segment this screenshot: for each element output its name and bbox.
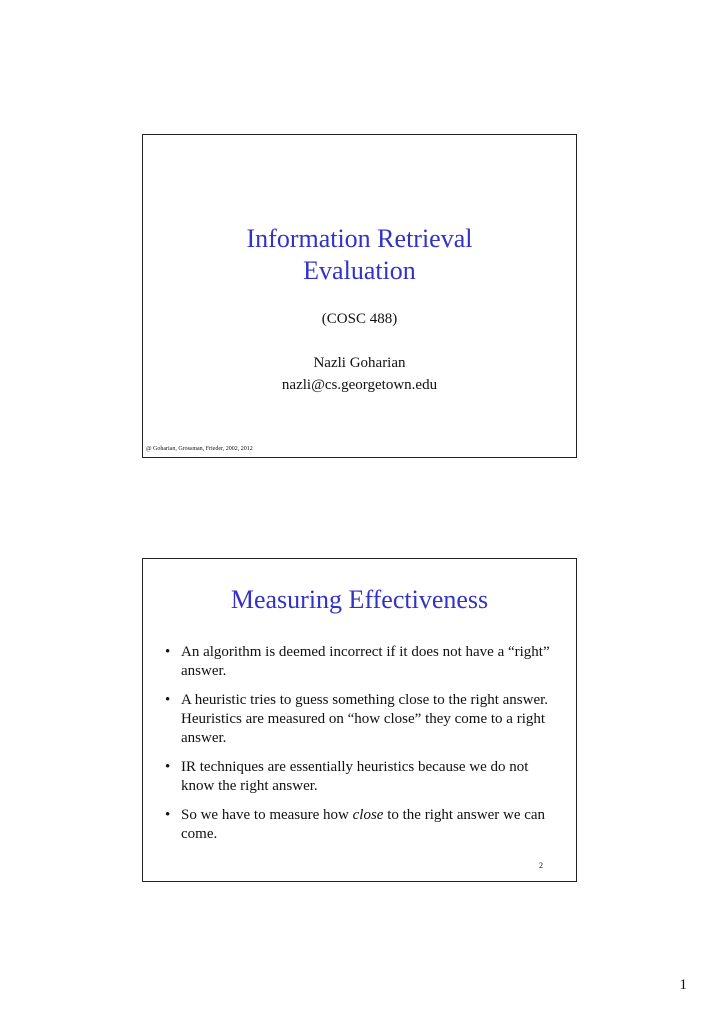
author-email: nazli@cs.georgetown.edu [281, 377, 438, 393]
course-code: (COSC 488) [321, 311, 398, 327]
bullet-text-emphasis: close [352, 807, 384, 823]
slide-2-title: Measuring Effectiveness [230, 585, 489, 614]
bullet-item: • IR techniques are essentially heuristics because we do not know the right answer. [165, 758, 556, 796]
bullet-text-pre: So we have to measure how [181, 807, 353, 823]
copyright-notice: @ Goharian, Grossman, Frieder, 2002, 2012 [146, 446, 253, 452]
slide-1-title [143, 223, 576, 287]
slide-2 [142, 558, 577, 882]
bullet-item [165, 806, 556, 844]
slide-1-title-line-1: Information Retrieval [246, 224, 473, 253]
slide-number: 2 [539, 861, 543, 870]
author-name: Nazli Goharian [313, 355, 406, 371]
bullet-text-post: to the right answer we can come. [181, 807, 546, 842]
page-number: 1 [679, 977, 687, 993]
slide-1-title-line-2: Evaluation [303, 256, 416, 285]
bullet-list [165, 643, 556, 854]
bullet-item: • An algorithm is deemed incorrect if it does not have a “right” answer. [165, 643, 556, 681]
slide-1 [142, 134, 577, 458]
bullet-item: • A heuristic tries to guess something close to the right answer. Heuristics are measured on “how close” they come to a right answer. [165, 691, 556, 748]
